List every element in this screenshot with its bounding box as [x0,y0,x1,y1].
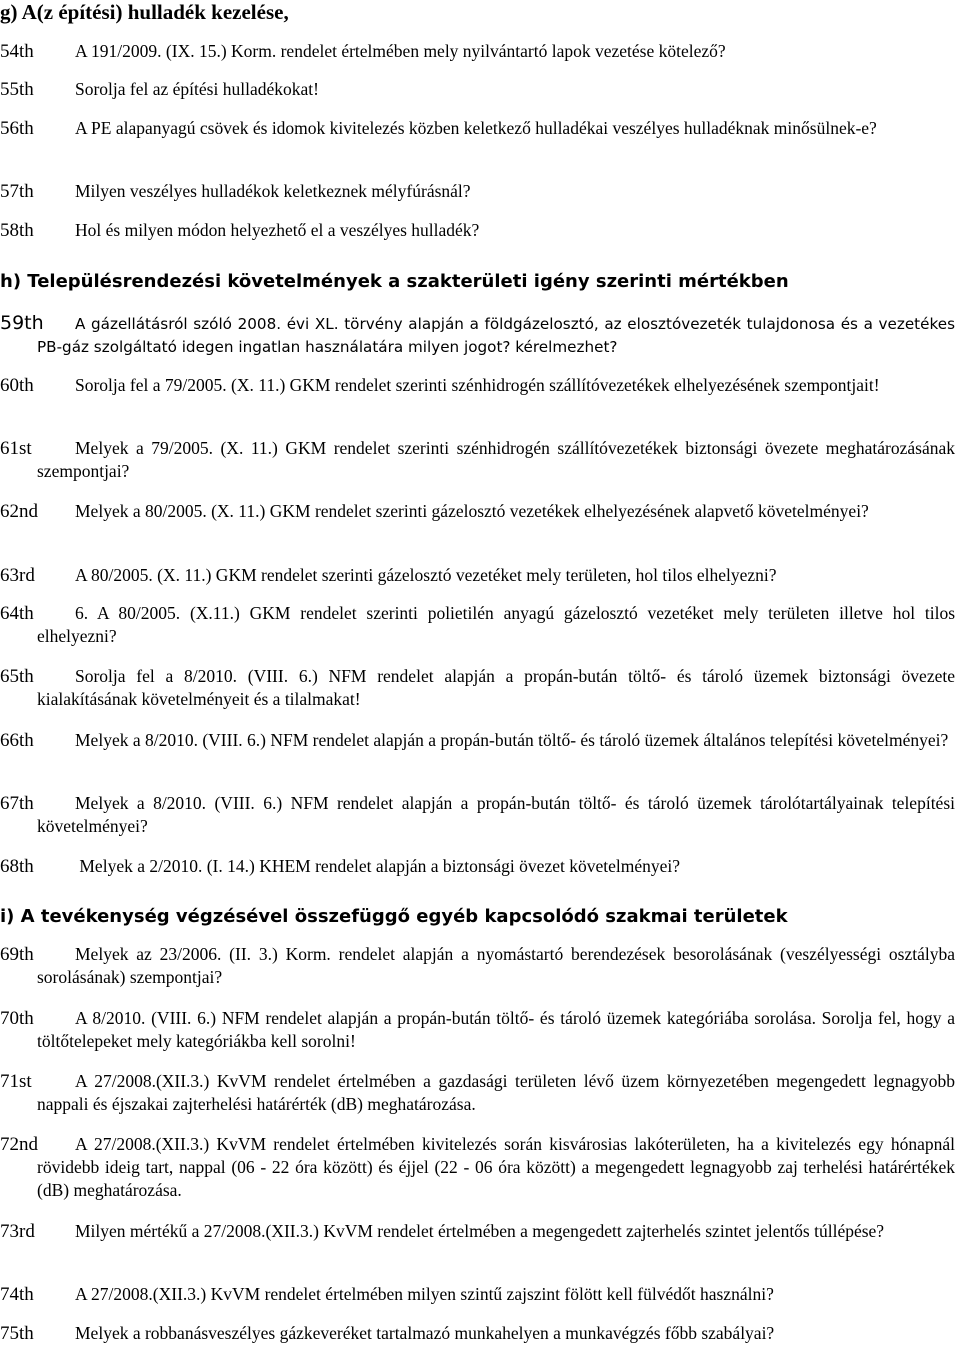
question-text: A 27/2008.(XII.3.) KvVM rendelet értelmében kivitelezés során kisvárosias lakóterületen, ha a kivitelezés egy hónapnál rövidebb ideig tart, nappal (06 - 22 óra között) és éjjel (22 - 06 óra között) a megengedett legnagyobb zaj terhelési határértékek (dB) meghatározása. [37,1134,955,1200]
question-text: 6. A 80/2005. (X.11.) GKM rendelet szerinti polietilén anyagú gázelosztó vezetéket mely területen illetve hol tilos elhelyezni? [37,603,955,646]
question-number: 58th [0,220,34,241]
question-72 [0,1133,955,1202]
question-text: Melyek az 23/2006. (II. 3.) Korm. rendelet alapján a nyomástartó berendezések besorolásának (veszélyességi osztályba sorolásának) szempontjai? [37,944,955,987]
question-number: 55th [0,79,34,100]
question-text: Sorolja fel az építési hulladékokat! [75,79,319,99]
question-number: 70th [0,1008,34,1029]
question-number: 62nd [0,501,38,522]
question-text: Melyek a 80/2005. (X. 11.) GKM rendelet szerinti gázelosztó vezetékek elhelyezésének alapvető követelményei? [75,501,869,521]
question-text: Hol és milyen módon helyezhető el a veszélyes hulladék? [75,220,480,240]
question-text: Milyen mértékű a 27/2008.(XII.3.) KvVM rendelet értelmében a megengedett zajterhelés szintet jelentős túllépése? [75,1221,885,1241]
question-text: Melyek a 2/2010. (I. 14.) KHEM rendelet alapján a biztonsági övezet követelményei? [75,856,680,876]
question-number: 64th [0,603,34,624]
question-71 [0,1070,955,1116]
question-number: 60th [0,375,34,396]
question-number: 75th [0,1323,34,1344]
question-74 [0,1283,955,1306]
question-54 [0,40,955,63]
question-text: Sorolja fel a 79/2005. (X. 11.) GKM rendelet szerinti szénhidrogén szállítóvezetékek elhelyezésének szempontjait! [75,375,880,395]
question-75 [0,1322,955,1345]
question-text: Melyek a 8/2010. (VIII. 6.) NFM rendelet alapján a propán-bután töltő- és tároló üzemek tárolótartályainak telepítési követelményei? [37,793,955,836]
question-text: A 27/2008.(XII.3.) KvVM rendelet értelmében milyen szintű zajszint fölött kell fülvédőt használni? [75,1284,774,1304]
question-number: 54th [0,41,34,62]
question-58 [0,219,955,242]
question-57 [0,180,955,203]
question-number: 74th [0,1284,34,1305]
question-number: 56th [0,118,34,139]
question-64 [0,602,955,648]
question-number: 69th [0,944,34,965]
question-number: 57th [0,181,34,202]
question-text: A PE alapanyagú csövek és idomok kivitelezés közben keletkező hulladékai veszélyes hulladéknak minősülnek-e? [75,118,877,138]
question-63 [0,564,955,587]
question-number: 73rd [0,1221,35,1242]
question-70 [0,1007,955,1053]
question-text: Melyek a 8/2010. (VIII. 6.) NFM rendelet alapján a propán-bután töltő- és tároló üzemek általános telepítési követelményei? [75,730,949,750]
question-68 [0,855,955,878]
section-i-heading: i) A tevékenység végzésével összefüggő egyéb kapcsolódó szakmai területek [0,906,788,927]
question-text: A 80/2005. (X. 11.) GKM rendelet szerinti gázelosztó vezetéket mely területen, hol tilos elhelyezni? [75,565,777,585]
question-56 [0,117,955,140]
question-60 [0,374,955,397]
question-69 [0,943,955,989]
question-66 [0,729,955,752]
question-65 [0,665,955,711]
question-text: A 27/2008.(XII.3.) KvVM rendelet értelmében a gazdasági területen lévő üzem környezetében megengedett legnagyobb nappali és éjszakai zajterhelési határérték (dB) meghatározása. [37,1071,955,1114]
question-number: 67th [0,793,34,814]
question-number: 66th [0,730,34,751]
question-number: 63rd [0,565,35,586]
question-number: 59th [0,312,44,334]
question-number: 65th [0,666,34,687]
question-number: 72nd [0,1134,38,1155]
question-number: 61st [0,438,32,459]
question-text: A gázellátásról szóló 2008. évi XL. törvény alapján a földgázelosztó, az elosztóvezeték tulajdonosa és a vezetékes PB-gáz szolgáltató idegen ingatlan használatára milyen jogot? kérelmezhet? [37,315,955,356]
question-text: A 8/2010. (VIII. 6.) NFM rendelet alapján a propán-bután töltő- és tároló üzemek kategóriába sorolása. Sorolja fel, hogy a töltőtelepeket mely kategóriákba kell sorolni! [37,1008,955,1051]
question-text: Sorolja fel a 8/2010. (VIII. 6.) NFM rendelet alapján a propán-bután töltő- és tároló üzemek biztonsági övezete kialakításának követelményeit és a tilalmakat! [37,666,955,709]
question-text: Milyen veszélyes hulladékok keletkeznek mélyfúrásnál? [75,181,471,201]
question-number: 68th [0,856,34,877]
question-73 [0,1220,955,1243]
question-61 [0,437,955,483]
question-55 [0,78,955,101]
question-67 [0,792,955,838]
section-g-heading: g) A(z építési) hulladék kezelése, [0,0,289,24]
question-text: Melyek a 79/2005. (X. 11.) GKM rendelet szerinti szénhidrogén szállítóvezetékek biztonsági övezete meghatározásának szempontjai? [37,438,955,481]
question-62 [0,500,955,523]
question-number: 71st [0,1071,32,1092]
question-59 [0,312,955,359]
question-text: A 191/2009. (IX. 15.) Korm. rendelet értelmében mely nyilvántartó lapok vezetése kötelező? [75,41,726,61]
section-h-heading: h) Településrendezési követelmények a szakterületi igény szerinti mértékben [0,271,789,292]
question-text: Melyek a robbanásveszélyes gázkeveréket tartalmazó munkahelyen a munkavégzés főbb szabályai? [75,1323,775,1343]
